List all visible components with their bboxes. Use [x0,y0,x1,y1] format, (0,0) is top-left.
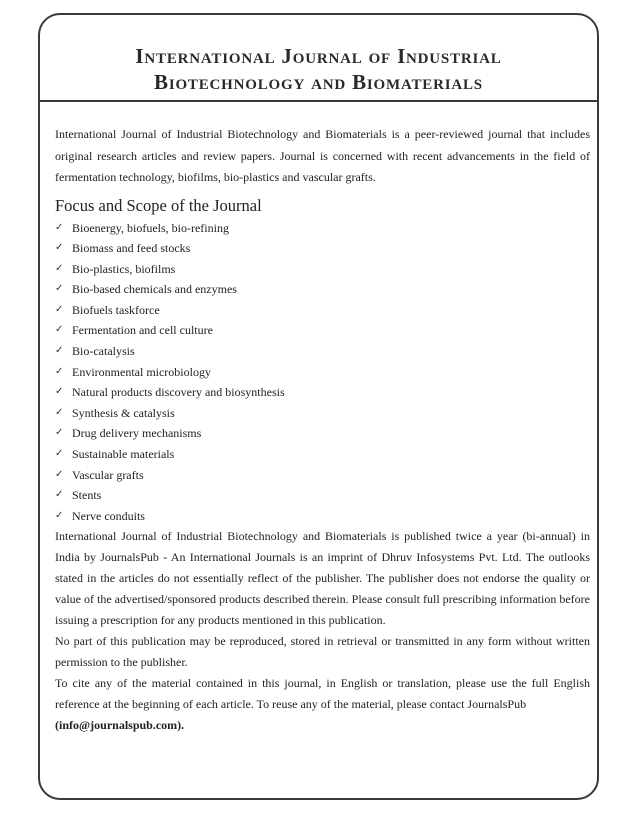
scope-item [55,485,590,506]
check-icon: ✓ [55,221,64,233]
journal-title-line-1: International Journal of Industrial [135,44,502,68]
check-icon: ✓ [55,489,64,501]
scope-item [55,341,590,362]
scope-item [55,465,590,486]
scope-item-label: Environmental microbiology [72,364,211,379]
scope-item-label: Fermentation and cell culture [72,323,213,338]
scope-item-label: Biofuels taskforce [72,302,160,317]
scope-item [55,403,590,424]
scope-item [55,362,590,383]
scope-item-label: Bioenergy, biofuels, bio-refining [72,220,229,235]
scope-item-label: Bio-catalysis [72,344,135,359]
scope-item [55,506,590,527]
scope-item-label: Vascular grafts [72,467,144,482]
intro-paragraph: International Journal of Industrial Biotechnology and Biomaterials is a peer-reviewed journal that includes original research articles and review papers. Journal is concerned with recent advancements in the field of fermentation technology, biofilms, bio-plastics and vascular grafts. [55,127,590,184]
scope-item [55,259,590,280]
scope-item-label: Synthesis & catalysis [72,405,175,420]
scope-heading: Focus and Scope of the Journal [55,195,262,215]
citation-note [55,673,590,736]
scope-item-label: Nerve conduits [72,508,145,523]
copyright-note: No part of this publication may be reproduced, stored in retrieval or transmitted in any form without written permission to the publisher. [55,634,590,670]
check-icon: ✓ [55,468,64,480]
title-divider [40,100,597,102]
journal-title [40,43,597,95]
scope-item [55,300,590,321]
publication-note: International Journal of Industrial Biotechnology and Biomaterials is published twice a year (bi-annual) in India by JournalsPub - An International Journals is an imprint of Dhruv Infosystems Pvt. Ltd. The outlooks stated in the articles do not essentially reflect of the publisher. The publisher does not endorse the quality or value of the advertised/sponsored products described therein. Please consult full prescribing information before issuing a prescription for any products mentioned in this publication. [55,529,590,628]
check-icon: ✓ [55,303,64,315]
scope-list [55,218,590,527]
scope-item-label: Sustainable materials [72,447,175,462]
check-icon: ✓ [55,448,64,460]
check-icon: ✓ [55,386,64,398]
check-icon: ✓ [55,345,64,357]
scope-item [55,382,590,403]
scope-item-label: Stents [72,488,102,503]
scope-item [55,238,590,259]
check-icon: ✓ [55,242,64,254]
check-icon: ✓ [55,365,64,377]
check-icon: ✓ [55,283,64,295]
scope-item-label: Bio-plastics, biofilms [72,261,176,276]
scope-item [55,320,590,341]
scope-item [55,279,590,300]
scope-item [55,444,590,465]
check-icon: ✓ [55,427,64,439]
contact-email: (info@journalspub.com). [55,718,185,733]
check-icon: ✓ [55,406,64,418]
check-icon: ✓ [55,262,64,274]
journal-title-line-2: Biotechnology and Biomaterials [154,70,483,94]
page-content [55,124,590,736]
check-icon: ✓ [55,509,64,521]
citation-text: To cite any of the material contained in this journal, in English or translation, please use the full English reference at the beginning of each article. To reuse any of the material, please contact JournalsPub [55,676,590,712]
scope-item-label: Biomass and feed stocks [72,241,191,256]
scope-item [55,423,590,444]
check-icon: ✓ [55,324,64,336]
scope-item-label: Bio-based chemicals and enzymes [72,282,237,297]
scope-item-label: Drug delivery mechanisms [72,426,202,441]
scope-item-label: Natural products discovery and biosynthesis [72,385,285,400]
scope-item [55,218,590,239]
